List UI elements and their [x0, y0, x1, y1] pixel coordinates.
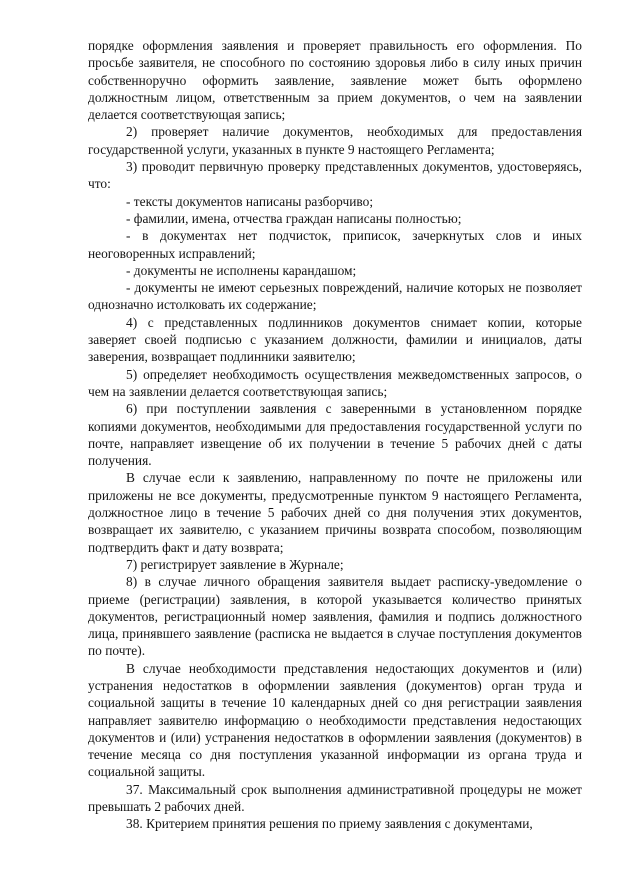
dash-item-names: - фамилии, имена, отчества граждан написаны полностью;: [126, 210, 462, 226]
paragraph-item-6: 6) при поступлении заявления с заверенными в установленном порядке копиями документов, необходимыми для предоставления государственной услуги по почте, направляет извещение об их получении в течение 5 рабочих дней с даты получения.: [88, 401, 582, 469]
dash-item-erasures: - в документах нет подчисток, приписок, зачеркнутых слов и иных неоговоренных исправлений;: [88, 228, 582, 261]
paragraph-item-37: 37. Максимальный срок выполнения административной процедуры не может превышать 2 рабочих дней.: [88, 781, 582, 815]
paragraph-item-38: 38. Критерием принятия решения по приему заявления с документами,: [126, 816, 533, 832]
paragraph-continuation: порядке оформления заявления и проверяет правильность его оформления. По просьбе заявителя, не способного по состоянию здоровья либо в силу иных причин собственноручно оформить заявление, заявление может быть оформлено должностным лицом, ответственным за прием документов, о чем на заявлении делается соответствующая запись;: [88, 38, 582, 123]
paragraph-item-2: 2) проверяет наличие документов, необходимых для предоставления государственной услуги, указанных в пункте 9 настоящего Регламента;: [88, 124, 582, 157]
paragraph-item-7: 7) регистрирует заявление в Журнале;: [126, 556, 344, 572]
paragraph-item-4: 4) с представленных подлинников документов снимает копии, которые заверяет своей подписью с указанием должности, фамилии и инициалов, даты заверения, возвращает подлинники заявителю;: [88, 314, 582, 365]
paragraph-item-5: 5) определяет необходимость осуществления межведомственных запросов, о чем на заявлении делается соответствующая запись;: [88, 366, 582, 399]
dash-item-pencil: - документы не исполнены карандашом;: [126, 262, 357, 278]
paragraph-item-8: 8) в случае личного обращения заявителя выдает расписку-уведомление о приеме (регистрации) заявления, в которой указывается количество принятых документов, регистрационный номер заявления, фамилия и подпись должностного лица, принявшего заявление (расписка не выдается в случае поступления документов по почте).: [88, 574, 582, 659]
paragraph-missing-documents: В случае необходимости представления недостающих документов и (или) устранения недостатков в оформлении заявления (документов) орган труда и социальной защиты в течение 10 календарных дней со дня регистрации заявления направляет заявителю информацию о необходимости представления недостающих документов и (или) устранения недостатков в оформлении заявления (документов) в течение месяца со дня поступления указанной информации из органа труда и социальной защиты.: [88, 660, 582, 780]
dash-item-legible: - тексты документов написаны разборчиво;: [126, 193, 374, 209]
dash-item-damage: - документы не имеют серьезных повреждений, наличие которых не позволяет однозначно истолковать их содержание;: [88, 280, 582, 313]
paragraph-mail-case: В случае если к заявлению, направленному по почте не приложены или приложены не все документы, предусмотренные пунктом 9 настоящего Регламента, должностное лицо в течение 5 рабочих дней со дня получения этих документов, возвращает их заявителю, с указанием причины возврата способом, позволяющим подтвердить факт и дату возврата;: [88, 470, 582, 555]
paragraph-item-3: 3) проводит первичную проверку представленных документов, удостоверяясь, что:: [88, 159, 582, 192]
document-page: [88, 37, 582, 833]
